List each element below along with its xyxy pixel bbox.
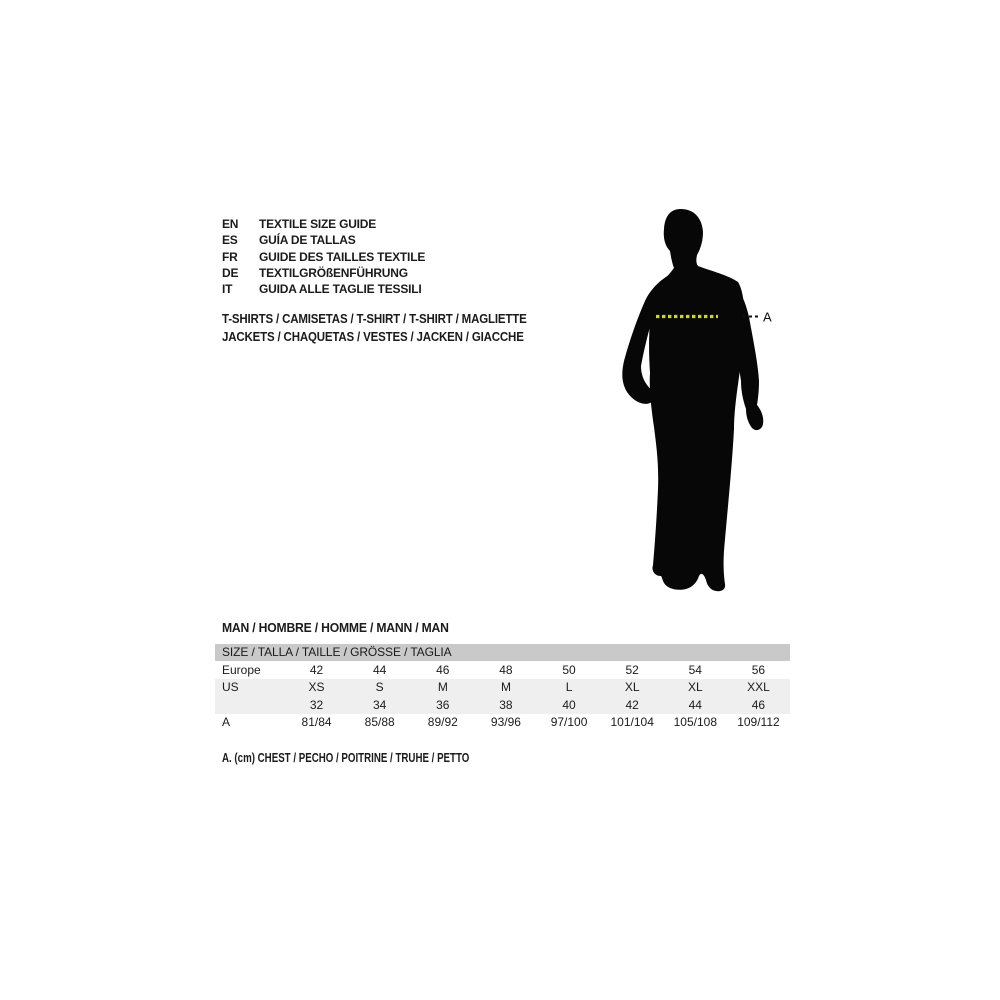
table-cell: M — [437, 680, 448, 695]
table-cell: 46 — [751, 697, 766, 712]
table-cell: 81/84 — [301, 715, 332, 730]
table-cell: 105/108 — [673, 715, 717, 730]
language-row-de — [222, 265, 425, 281]
table-cell: 44 — [688, 697, 702, 712]
table-cell: 89/92 — [427, 715, 458, 730]
table-cell: 50 — [562, 662, 576, 677]
language-label: TEXTILE SIZE GUIDE — [259, 217, 377, 232]
category-titles — [222, 310, 527, 346]
language-row-it — [222, 281, 425, 297]
table-cell: XXL — [747, 680, 770, 695]
language-label: GUIDE DES TAILLES TEXTILE — [259, 249, 426, 264]
table-cell: 54 — [688, 662, 702, 677]
table-cell: XS — [308, 680, 325, 695]
table-cell: 40 — [562, 697, 576, 712]
table-cell: 32 — [309, 697, 324, 712]
table-cell: 85/88 — [364, 715, 395, 730]
language-row-es — [222, 232, 425, 248]
table-cell: 42 — [309, 662, 324, 677]
table-row-europe — [215, 661, 790, 679]
language-label: GUÍA DE TALLAS — [259, 233, 356, 248]
table-row-chest-a — [215, 714, 790, 732]
language-code: ES — [222, 233, 238, 248]
table-cell: XL — [624, 680, 640, 695]
table-cell: L — [565, 680, 573, 695]
table-cell: 48 — [499, 662, 513, 677]
table-row-us — [215, 679, 790, 697]
row-label: A — [222, 715, 231, 730]
table-cell: 38 — [499, 697, 513, 712]
table-cell: 93/96 — [490, 715, 521, 730]
row-label: US — [222, 680, 239, 695]
language-label: TEXTILGRÖßENFÜHRUNG — [259, 266, 408, 281]
section-title-man: MAN / HOMBRE / HOMME / MANN / MAN — [222, 620, 449, 635]
table-cell: XL — [687, 680, 703, 695]
table-cell: 36 — [436, 697, 450, 712]
language-code: EN — [222, 217, 239, 232]
chest-measure-label: A — [763, 309, 772, 325]
category-tshirts: T-SHIRTS / CAMISETAS / T-SHIRT / T-SHIRT / MAGLIETTE — [222, 311, 527, 326]
table-cell: 52 — [625, 662, 639, 677]
row-label: Europe — [222, 662, 261, 677]
table-cell: S — [375, 680, 384, 695]
table-cell: 42 — [625, 697, 639, 712]
table-cell: 46 — [436, 662, 450, 677]
size-table — [215, 644, 790, 731]
language-code: FR — [222, 249, 238, 264]
man-silhouette — [612, 205, 772, 605]
language-list — [222, 216, 425, 297]
table-row-numeric — [215, 696, 790, 714]
language-code: IT — [222, 282, 233, 297]
language-label: GUIDA ALLE TAGLIE TESSILI — [259, 282, 422, 297]
language-row-en — [222, 216, 425, 232]
man-body-shape — [649, 209, 744, 591]
table-cell: 101/104 — [610, 715, 654, 730]
table-cell: 34 — [373, 697, 387, 712]
table-cell: M — [500, 680, 511, 695]
table-header: SIZE / TALLA / TAILLE / GRÖSSE / TAGLIA — [215, 644, 790, 661]
table-cell: 109/112 — [737, 715, 780, 730]
table-cell: 44 — [373, 662, 387, 677]
language-code: DE — [222, 266, 239, 281]
category-jackets: JACKETS / CHAQUETAS / VESTES / JACKEN / GIACCHE — [222, 329, 524, 344]
table-cell: 56 — [751, 662, 766, 677]
measurement-footnote: A. (cm) CHEST / PECHO / POITRINE / TRUHE / PETTO — [222, 750, 470, 765]
table-cell: 97/100 — [550, 715, 588, 730]
language-row-fr — [222, 249, 425, 265]
